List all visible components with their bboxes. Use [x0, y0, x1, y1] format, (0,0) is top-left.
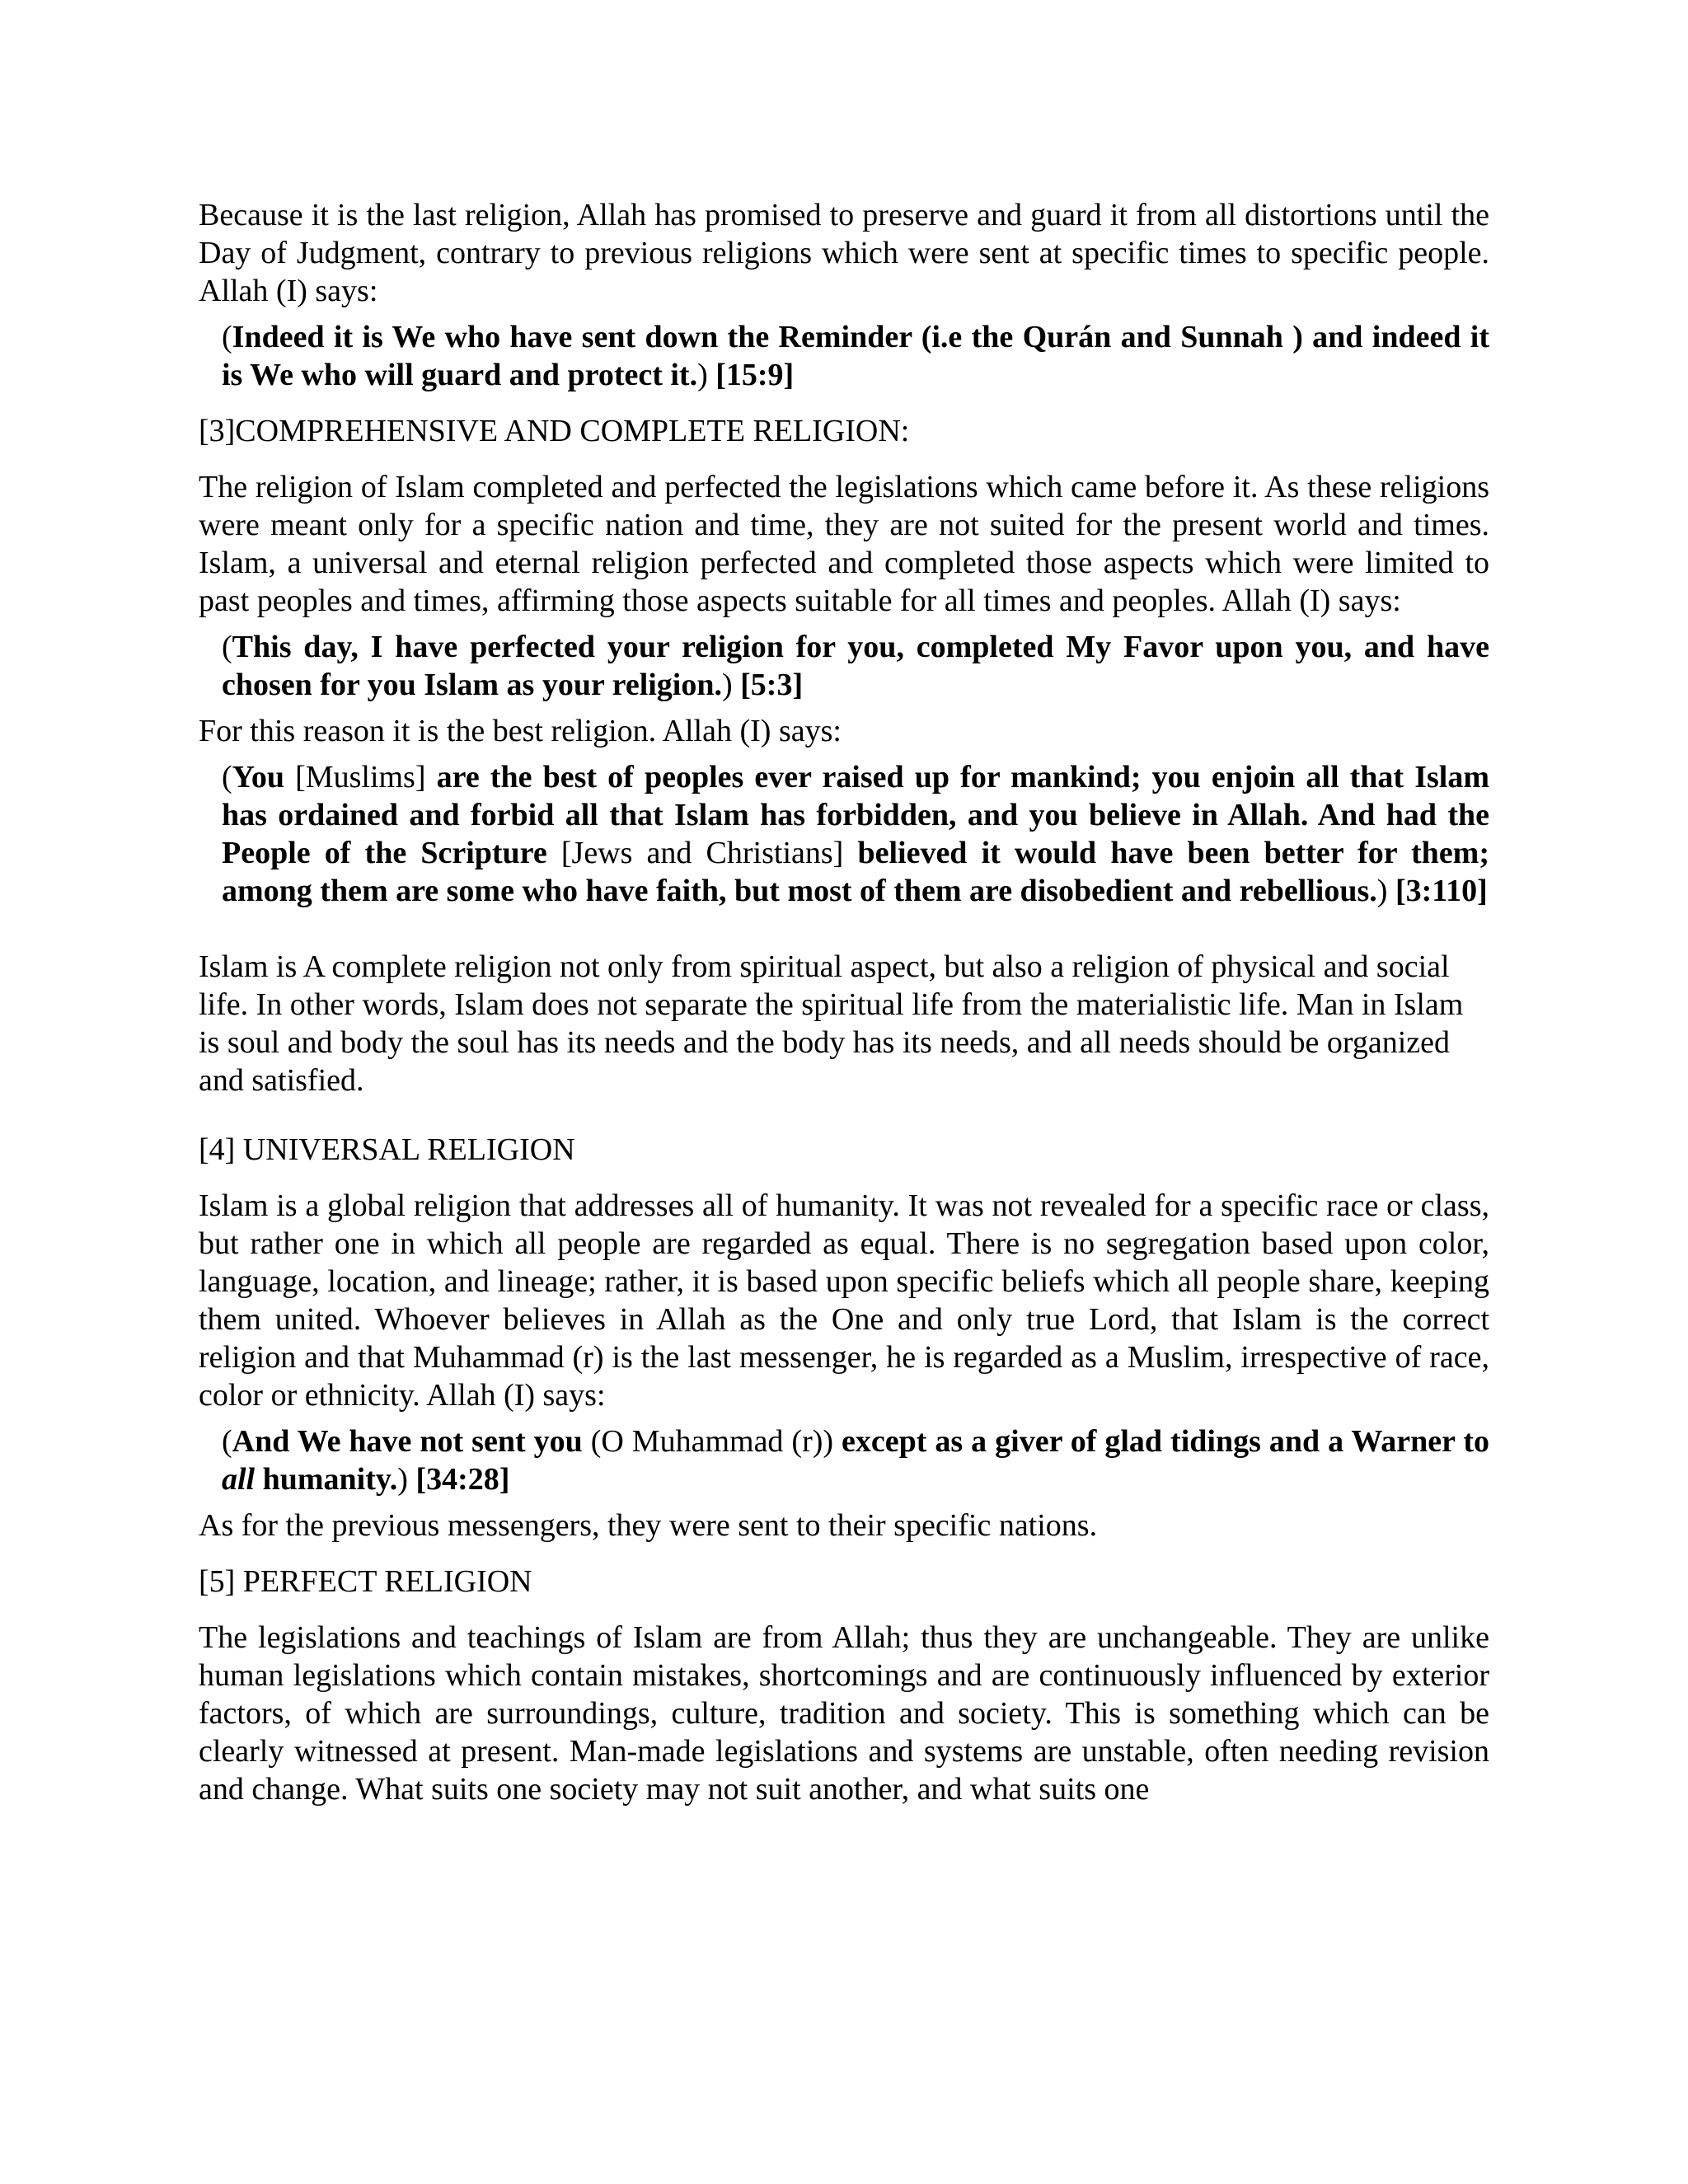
quran-quote-3-110 [222, 758, 1489, 910]
quran-quote-15-9 [222, 318, 1489, 394]
paragraph-universal: Islam is a global religion that addresses all of humanity. It was not revealed for a specific race or class, but rather one in which all people are regarded as equal. There is no segregation based upon color, language, location, and lineage; rather, it is based upon specific beliefs which all people share, keeping them united. Whoever believes in Allah as the One and only true Lord, that Islam is the correct religion and that Muhammad (r) is the last messenger, he is regarded as a Muslim, irrespective of race, color or ethnicity. Allah (I) says: [199, 1188, 1489, 1413]
quran-quote-34-28 [222, 1422, 1489, 1498]
quote-open-paren: ( [222, 630, 232, 664]
quote-text-part: You [232, 760, 296, 794]
quote-close-paren: ) [722, 668, 733, 702]
quote-close-paren: ) [697, 358, 708, 392]
paragraph-perfect: The legislations and teachings of Islam are from Allah; thus they are unchangeable. They are unlike human legislations which contain mistakes, shortcomings and are continuously influenced by exterior factors, of which are surroundings, culture, tradition and society. This is something which can be clearly witnessed at present. Man-made legislations and systems are unstable, often needing revision and change. What suits one society may not suit another, and what suits one [199, 1620, 1489, 1807]
quote-text: This day, I have perfected your religion for you, completed My Favor upon you, and have chosen for you Islam as your religion. [222, 630, 1489, 702]
quote-reference: [5:3] [732, 668, 804, 702]
quote-text-part: And We have not sent you [232, 1424, 591, 1459]
quote-text-part: believed it would have been better for them; among them are some who have faith, but most of them are disobedient and rebellious. [222, 836, 1489, 908]
page-content [199, 196, 1489, 1808]
quote-reference: [34:28] [407, 1462, 510, 1497]
quote-emphasis: all [222, 1462, 256, 1497]
quote-gloss: [Jews and Christians] [560, 836, 844, 870]
quote-reference: [15:9] [707, 358, 795, 392]
paragraph-complete-religion: Islam is A complete religion not only from spiritual aspect, but also a religion of physical and social life. In other words, Islam does not separate the spiritual life from the materialistic life. Man in Islam is soul and body the soul has its needs and the body has its needs, and all needs should be organized and satisfied. [199, 949, 1464, 1098]
paragraph-comprehensive: The religion of Islam completed and perfected the legislations which came before it. As these religions were meant only for a specific nation and time, they are not suited for the present world and times. Islam, a universal and eternal religion perfected and completed those aspects which were limited to past peoples and times, affirming those aspects suitable for all times and peoples. Allah (I) says: [199, 470, 1489, 618]
quote-gloss: [Muslims] [295, 760, 426, 794]
quran-quote-5-3 [222, 628, 1489, 704]
paragraph-last-religion: Because it is the last religion, Allah has promised to preserve and guard it from all distortions until the Day of Judgment, contrary to previous religions which were sent at specific times to specific people. Allah (I) says: [199, 198, 1489, 308]
section-heading-comprehensive: [3]COMPREHENSIVE AND COMPLETE RELIGION: [199, 414, 910, 448]
quote-close-paren: ) [397, 1462, 408, 1497]
quote-text-part: are the best of peoples ever raised up for mankind; you enjoin all that Islam has ordained and forbid all that Islam has forbidden, and you believe in Allah. And had the People of the Scripture [222, 760, 1489, 870]
quote-open-paren: ( [222, 1424, 232, 1459]
paragraph-best-religion: For this reason it is the best religion. Allah (I) says: [199, 714, 842, 748]
section-heading-perfect: [5] PERFECT RELIGION [199, 1564, 532, 1599]
quote-close-paren: ) [1376, 874, 1388, 908]
quote-text: Indeed it is We who have sent down the Reminder (i.e the Qurán and Sunnah ) and indeed it is We who will guard and protect it. [222, 320, 1489, 392]
quote-text-part: humanity. [255, 1462, 398, 1497]
quote-gloss: (O Muhammad (r)) [590, 1424, 834, 1459]
quote-reference: [3:110] [1387, 874, 1488, 908]
quote-text-part: except as a giver of glad tidings and a Warner to [833, 1424, 1489, 1459]
quote-open-paren: ( [222, 760, 232, 794]
section-heading-universal: [4] UNIVERSAL RELIGION [199, 1132, 575, 1167]
paragraph-previous-messengers: As for the previous messengers, they were sent to their specific nations. [199, 1508, 1098, 1543]
quote-open-paren: ( [222, 320, 232, 354]
